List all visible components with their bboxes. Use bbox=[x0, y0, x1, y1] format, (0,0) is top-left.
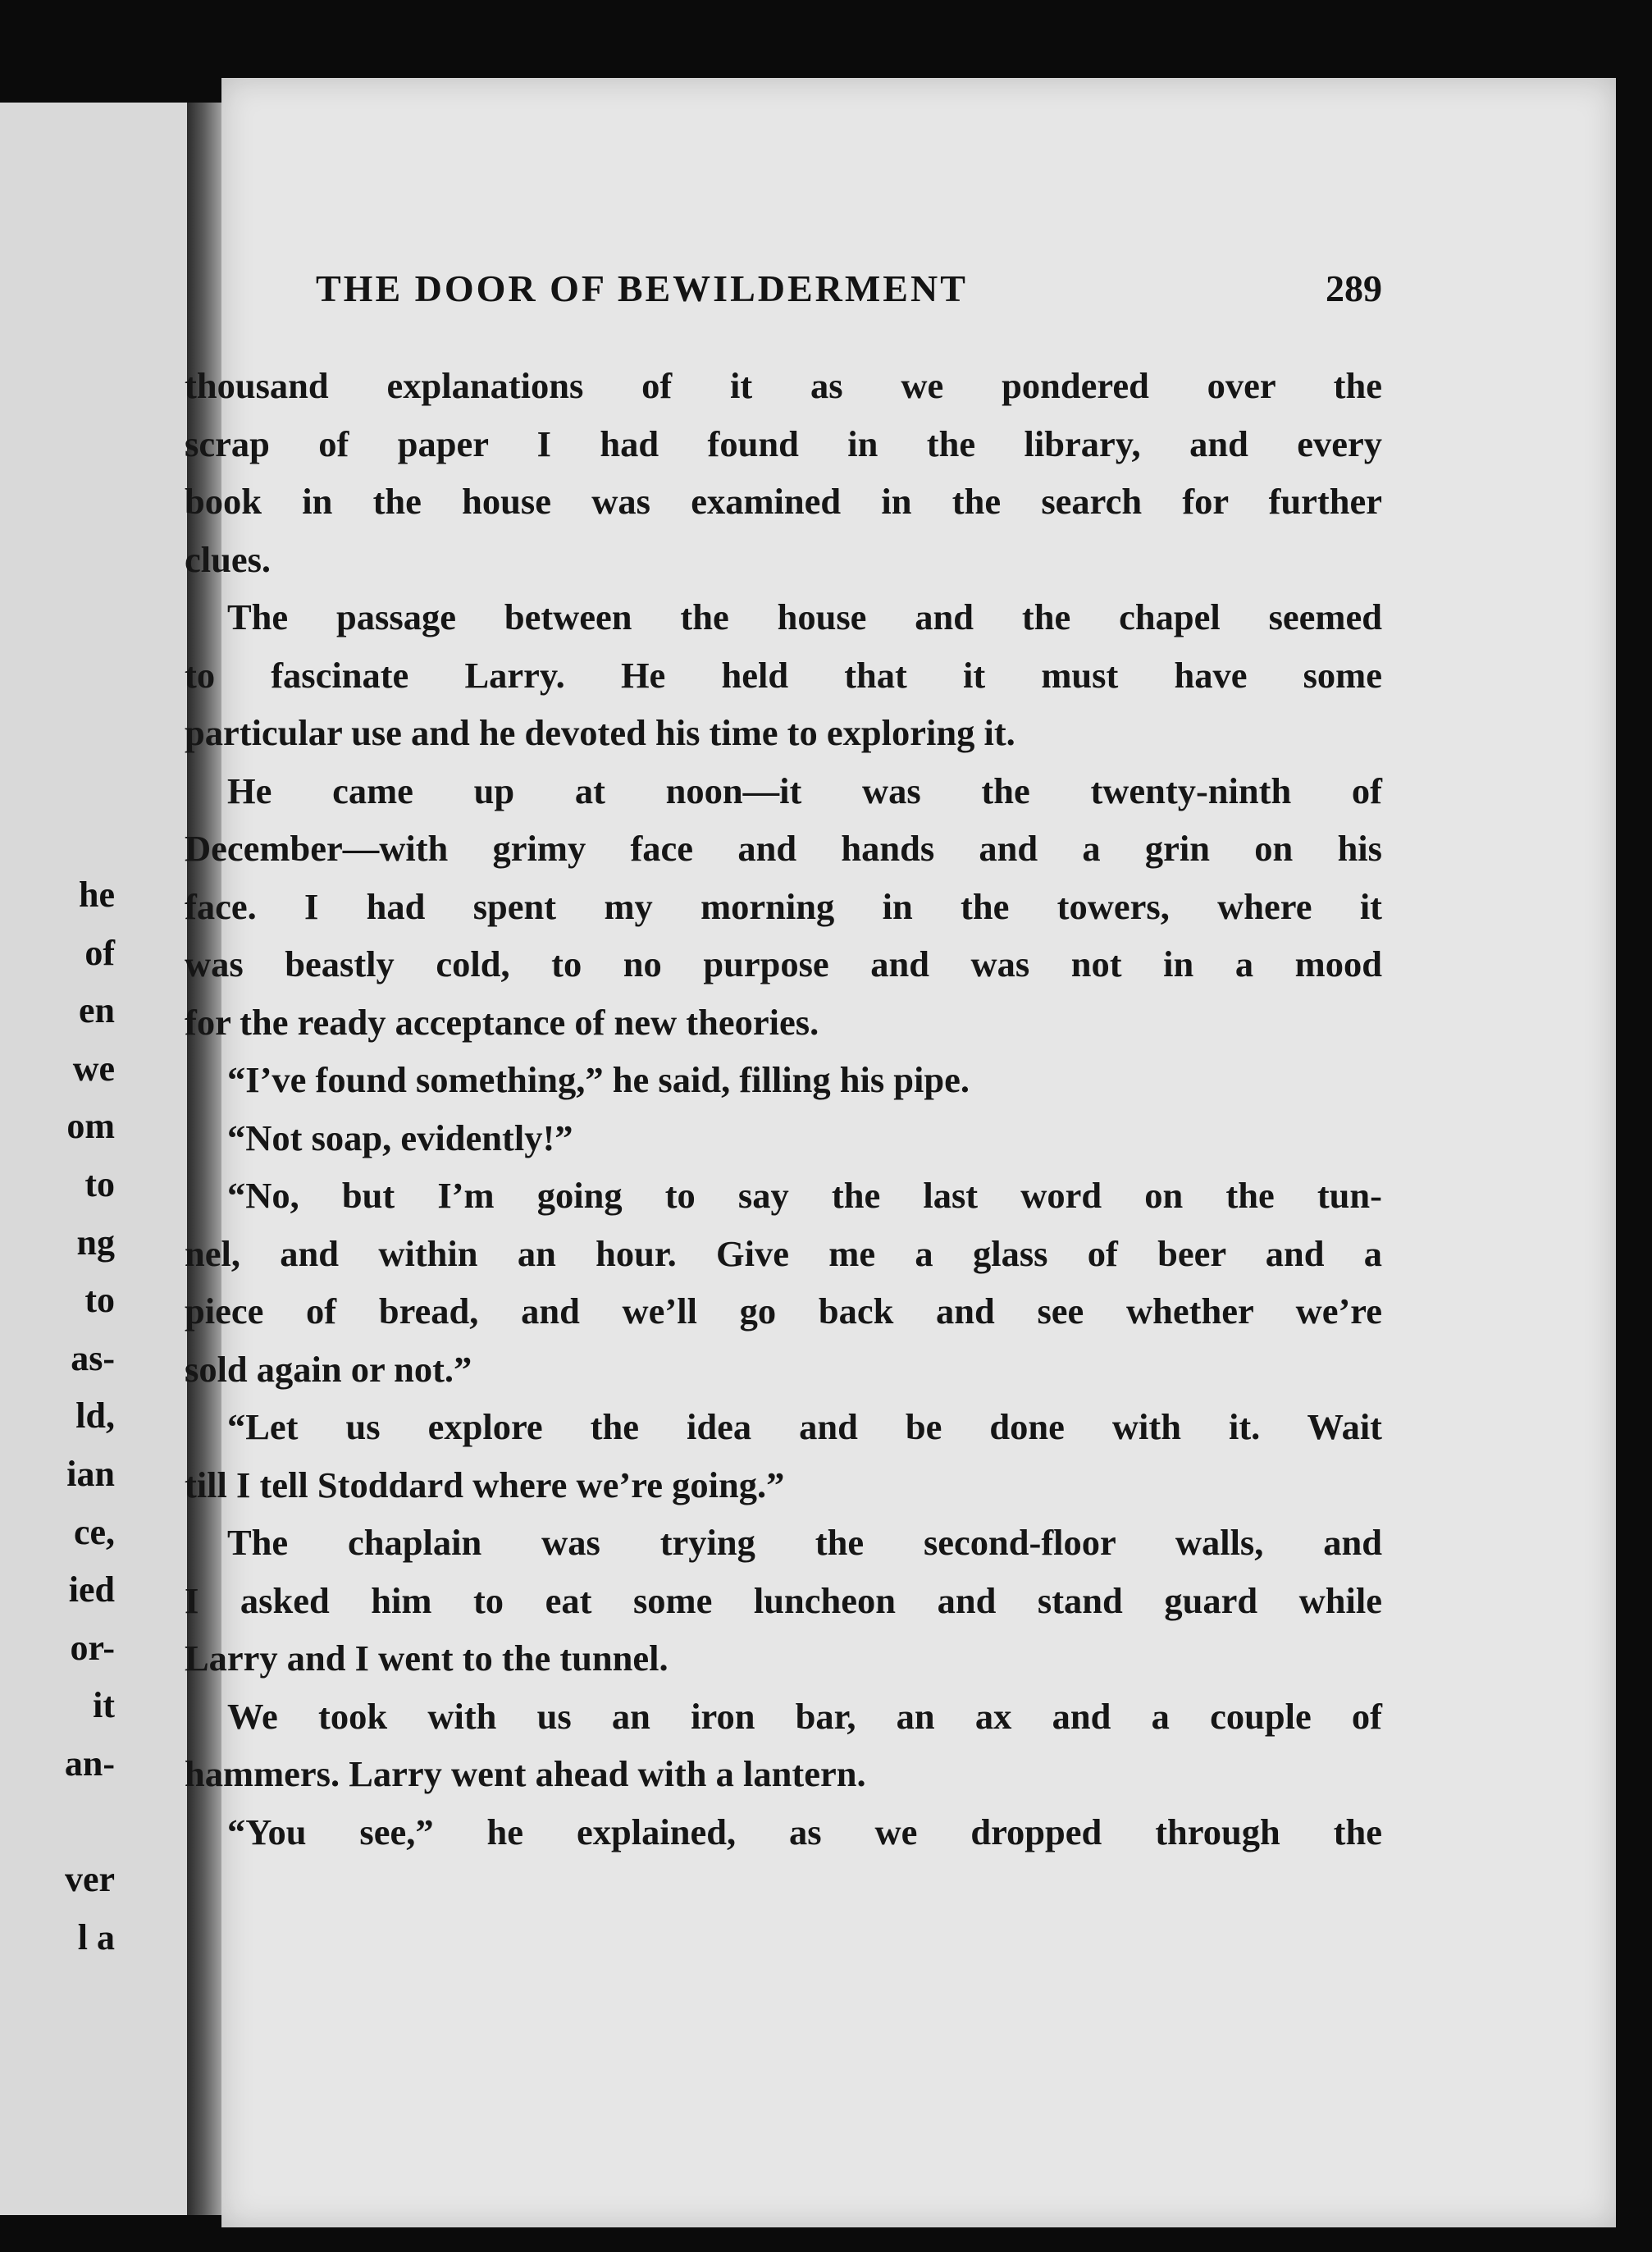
running-title: THE DOOR OF BEWILDERMENT bbox=[316, 267, 968, 309]
text-line: scrap of paper I had found in the library, and every bbox=[185, 423, 1382, 464]
previous-page-fragment: an- bbox=[64, 1743, 115, 1784]
text-line: I asked him to eat some luncheon and stand guard while bbox=[185, 1579, 1382, 1621]
previous-page-fragment: ian bbox=[66, 1454, 115, 1494]
text-line: “No, but I’m going to say the last word on the tun- bbox=[227, 1175, 1382, 1216]
previous-page-fragment: to bbox=[84, 1280, 115, 1321]
text-line: He came up at noon—it was the twenty-ninth of bbox=[227, 770, 1382, 811]
previous-page-fragment: to bbox=[84, 1164, 115, 1204]
text-line: “Not soap, evidently!” bbox=[227, 1117, 573, 1158]
previous-page-fragment: as- bbox=[71, 1337, 115, 1378]
text-line: Larry and I went to the tunnel. bbox=[185, 1638, 669, 1679]
previous-page-fragment: om bbox=[66, 1106, 115, 1147]
text-line: “Let us explore the idea and be done with it. Wait bbox=[227, 1406, 1382, 1447]
text-line: December—with grimy face and hands and a grin on his bbox=[185, 828, 1382, 869]
text-line: was beastly cold, to no purpose and was not in a mood bbox=[185, 943, 1382, 984]
page-body-text bbox=[185, 357, 1382, 1861]
text-line: The chaplain was trying the second-floor walls, and bbox=[227, 1522, 1382, 1563]
text-line: thousand explanations of it as we pondered over the bbox=[185, 365, 1382, 406]
text-line: to fascinate Larry. He held that it must have some bbox=[185, 654, 1382, 696]
text-line: face. I had spent my morning in the towers, where it bbox=[185, 885, 1382, 927]
text-line: We took with us an iron bar, an ax and a couple of bbox=[227, 1695, 1382, 1737]
text-line: book in the house was examined in the search for further bbox=[185, 481, 1382, 522]
previous-page-fragment: ver bbox=[64, 1859, 115, 1900]
text-line: hammers. Larry went ahead with a lantern. bbox=[185, 1753, 866, 1794]
text-line: sold again or not.” bbox=[185, 1348, 472, 1390]
text-line: for the ready acceptance of new theories. bbox=[185, 1001, 819, 1043]
previous-page bbox=[0, 103, 190, 2215]
previous-page-fragment: l a bbox=[77, 1916, 115, 1957]
previous-page-fragment: ce, bbox=[73, 1511, 115, 1552]
text-line: “You see,” he explained, as we dropped through the bbox=[227, 1811, 1382, 1852]
previous-page-fragment: he bbox=[79, 875, 115, 915]
text-line: nel, and within an hour. Give me a glass of beer and a bbox=[185, 1232, 1382, 1274]
text-line: The passage between the house and the chapel seemed bbox=[227, 596, 1382, 637]
previous-page-fragment: ld, bbox=[75, 1396, 115, 1437]
previous-page-fragment: of bbox=[84, 932, 115, 973]
text-line: piece of bread, and we’ll go back and see whether we’re bbox=[185, 1290, 1382, 1332]
previous-page-fragment: en bbox=[79, 990, 115, 1031]
previous-page-fragment: ng bbox=[76, 1222, 115, 1263]
text-line: clues. bbox=[185, 538, 272, 580]
previous-page-fragment: we bbox=[72, 1048, 115, 1089]
text-line: “I’ve found something,” he said, filling his pipe. bbox=[227, 1059, 970, 1100]
page-number: 289 bbox=[1326, 267, 1382, 309]
text-line: till I tell Stoddard where we’re going.” bbox=[185, 1464, 785, 1505]
previous-page-fragment: ied bbox=[68, 1569, 115, 1610]
text-line: particular use and he devoted his time to exploring it. bbox=[185, 712, 1015, 753]
previous-page-fragment: or- bbox=[70, 1627, 115, 1668]
running-head bbox=[316, 267, 1382, 316]
previous-page-fragment: it bbox=[93, 1685, 115, 1726]
